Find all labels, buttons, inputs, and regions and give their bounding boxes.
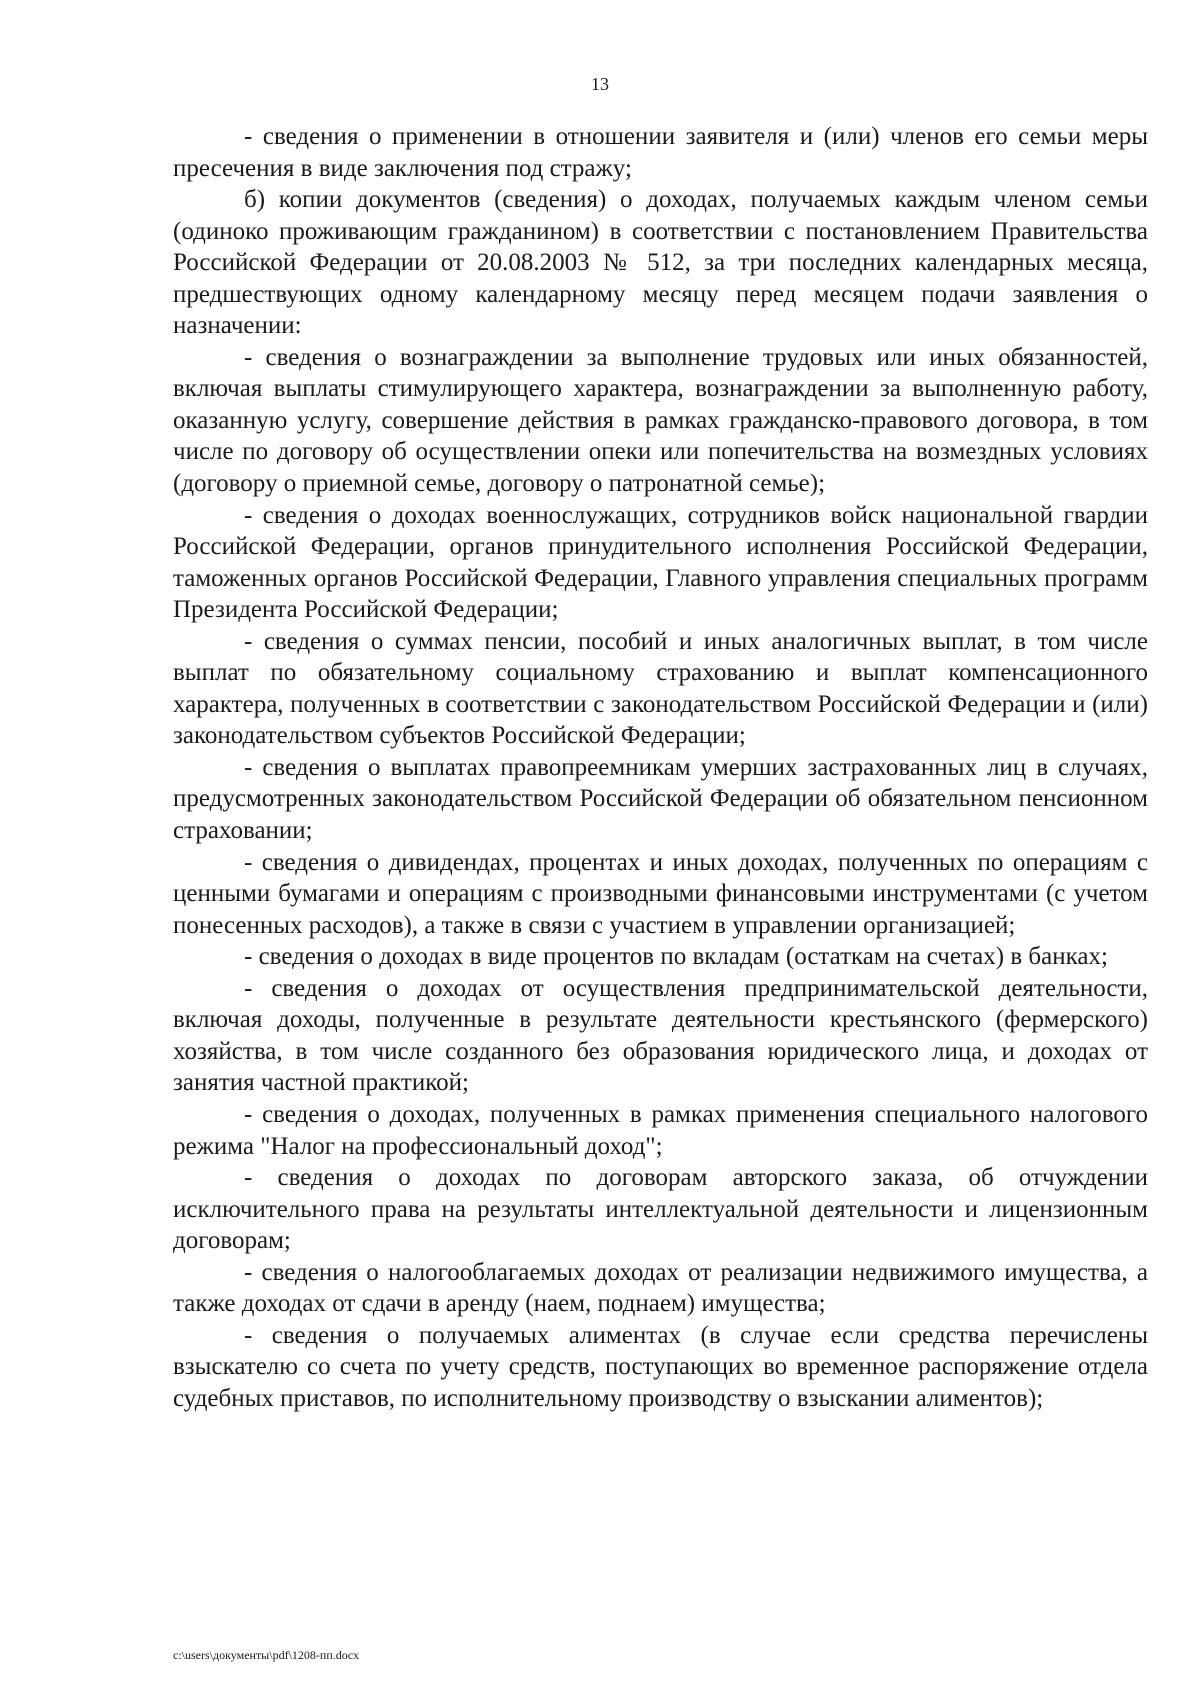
paragraph: - сведения о дивидендах, процентах и иных доходах, полученных по операциям с ценными бумагами и операциям с производными финансовыми инструментами (с учетом понесенных расходов), а также в связи с участием в управлении организацией; [173,848,1148,939]
paragraph: - сведения о суммах пенсии, пособий и иных аналогичных выплат, в том числе выплат по обязательному социальному страхованию и выплат компенсационного характера, полученных в соответствии с законодательством Российской Федерации и (или) законодательством субъектов Российской Федерации; [173,627,1148,750]
document-body [173,121,1148,1414]
paragraph: - сведения о доходах в виде процентов по вкладам (остаткам на счетах) в банках; [244,943,1108,971]
paragraph: - сведения о доходах по договорам авторского заказа, об отчуждении исключительного права на результаты интеллектуальной деятельности и лицензионным договорам; [173,1164,1148,1255]
paragraph: - сведения о доходах, полученных в рамках применения специального налогового режима "Налог на профессиональный доход"; [173,1100,1148,1160]
paragraph: - сведения о налогооблагаемых доходах от реализации недвижимого имущества, а также доходах от сдачи в аренду (наем, поднаем) имущества; [173,1258,1148,1318]
paragraph: - сведения о вознаграждении за выполнение трудовых или иных обязанностей, включая выплаты стимулирующего характера, вознаграждении за выполненную работу, оказанную услугу, совершение действия в рамках гражданско-правового договора, в том числе по договору об осуществлении опеки или попечительства на возмездных условиях (договору о приемной семье, договору о патронатной семье); [173,343,1148,498]
page-number: 13 [591,74,609,94]
paragraph: - сведения о применении в отношении заявителя и (или) членов его семьи меры пресечения в виде заключения под стражу; [173,123,1148,182]
paragraph: - сведения о доходах военнослужащих, сотрудников войск национальной гвардии Российской Федерации, органов принудительного исполнения Российской Федерации, таможенных органов Российской Федерации, Главного управления специальных программ Президента Российской Федерации; [173,501,1148,624]
paragraph: - сведения о выплатах правопреемникам умерших застрахованных лиц в случаях, предусмотренных законодательством Российской Федерации об обязательном пенсионном страховании; [173,753,1148,845]
footer-file-path: c:\users\документы\pdf\1208-пп.docx [173,1648,360,1662]
paragraph: - сведения о доходах от осуществления предпринимательской деятельности, включая доходы, полученные в результате деятельности крестьянского (фермерского) хозяйства, в том числе созданного без образования юридического лица, и доходах от занятия частной практикой; [173,974,1148,1097]
paragraph: - сведения о получаемых алиментах (в случае если средства перечислены взыскателю со счета по учету средств, поступающих во временное распоряжение отдела судебных приставов, по исполнительному производству о взыскании алиментов); [173,1321,1148,1412]
paragraph: б) копии документов (сведения) о доходах, получаемых каждым членом семьи (одиноко проживающим гражданином) в соответствии с постановлением Правительства Российской Федерации от 20.08.2003 № 512, за три последних календарных месяца, предшествующих одному календарному месяцу перед месяцем подачи заявления о назначении: [173,186,1148,340]
